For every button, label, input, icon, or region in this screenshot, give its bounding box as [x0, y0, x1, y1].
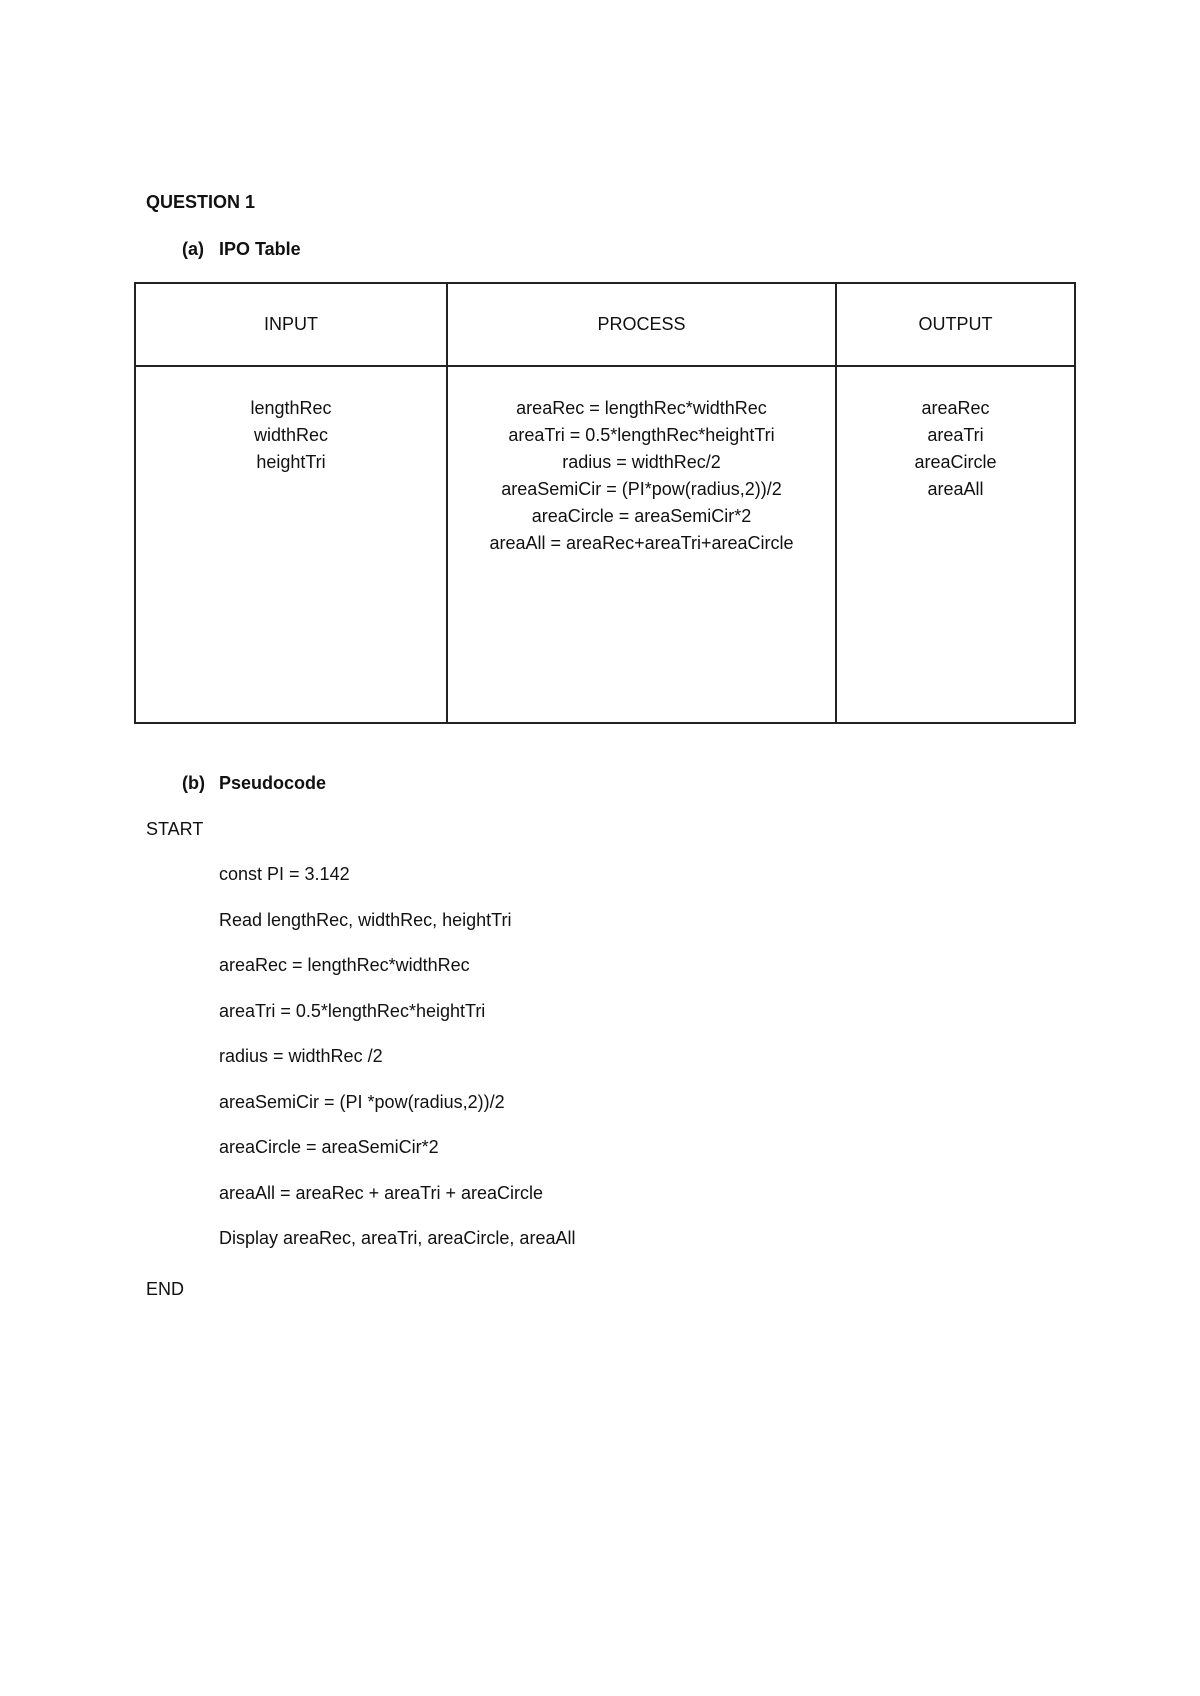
- pseudocode-end: END: [146, 1279, 185, 1299]
- ipo-header-row: [135, 283, 1075, 366]
- section-a-letter: (a): [182, 239, 204, 259]
- ipo-process-item: areaSemiCir = (PI*pow(radius,2))/2: [501, 479, 782, 499]
- section-b-letter: (b): [182, 773, 205, 793]
- pseudocode-start: START: [146, 819, 204, 839]
- pseudocode-line: areaCircle = areaSemiCir*2: [219, 1137, 439, 1157]
- pseudocode-line: areaRec = lengthRec*widthRec: [219, 955, 470, 975]
- ipo-header-output: OUTPUT: [836, 283, 1075, 366]
- section-a-heading: [182, 239, 301, 260]
- ipo-process-cell: [447, 366, 836, 723]
- pseudocode-line: Read lengthRec, widthRec, heightTri: [219, 909, 512, 930]
- section-b-heading: [182, 773, 326, 794]
- section-a-title: IPO Table: [219, 239, 301, 259]
- ipo-output-item: areaRec: [921, 398, 990, 418]
- ipo-input-item: heightTri: [256, 452, 326, 472]
- pseudocode-line: const PI = 3.142: [219, 864, 350, 884]
- ipo-process-item: areaTri = 0.5*lengthRec*heightTri: [508, 425, 775, 445]
- pseudocode-line: areaTri = 0.5*lengthRec*heightTri: [219, 1000, 486, 1021]
- ipo-process-item: areaCircle = areaSemiCir*2: [531, 506, 752, 526]
- ipo-input-cell: [135, 366, 447, 723]
- ipo-input-item: widthRec: [253, 425, 329, 445]
- pseudocode-body: [219, 864, 575, 1274]
- ipo-output-cell: [836, 366, 1075, 723]
- ipo-header-input: INPUT: [135, 283, 447, 366]
- ipo-input-item: lengthRec: [250, 398, 332, 418]
- pseudocode-line: areaSemiCir = (PI *pow(radius,2))/2: [219, 1091, 505, 1112]
- pseudocode-line: radius = widthRec /2: [219, 1046, 383, 1066]
- ipo-table: [134, 282, 1076, 724]
- ipo-body-row: [135, 366, 1075, 723]
- ipo-process-item: areaRec = lengthRec*widthRec: [516, 398, 767, 418]
- pseudocode-line: Display areaRec, areaTri, areaCircle, areaAll: [219, 1228, 576, 1248]
- ipo-process-item: areaAll = areaRec+areaTri+areaCircle: [489, 533, 794, 553]
- ipo-output-item: areaTri: [927, 425, 984, 445]
- ipo-header-process: PROCESS: [447, 283, 836, 366]
- ipo-output-item: areaCircle: [914, 452, 997, 472]
- pseudocode-line: areaAll = areaRec + areaTri + areaCircle: [219, 1182, 543, 1203]
- ipo-process-item: radius = widthRec/2: [562, 452, 721, 472]
- ipo-output-item: areaAll: [927, 479, 984, 499]
- section-b-title: Pseudocode: [219, 773, 327, 793]
- question-title: QUESTION 1: [146, 192, 256, 212]
